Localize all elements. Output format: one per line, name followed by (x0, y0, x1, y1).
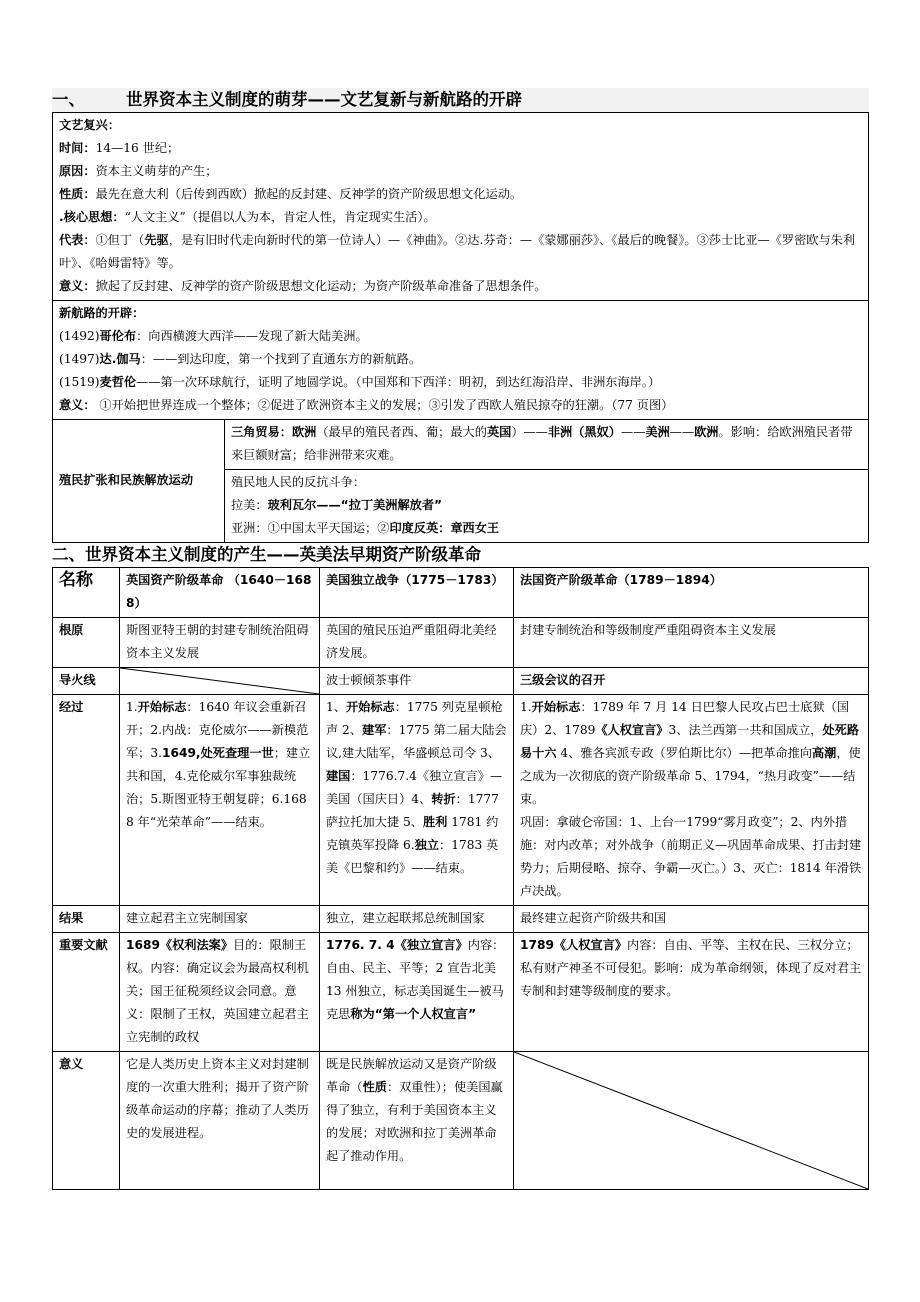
tri-europe-2: 欧洲 (694, 425, 719, 439)
newroute-magellan (59, 371, 862, 394)
us-p5: ：1775 第二届大陆会议,建大陆军，华盛顿总司令 3、 (326, 723, 507, 760)
sig-value: 掀起了反封建、反神学的资产阶级思想文化运动；为资产阶级革命准备了思想条件。 (95, 279, 547, 293)
docs-france (514, 933, 869, 1052)
fr-p7: 4、雅各宾派专政（罗伯斯比尔）—把革命推向 (556, 746, 812, 760)
root-label: 根原 (53, 618, 120, 668)
cause-label: 原因： (59, 164, 96, 178)
result-england: 建立起君主立宪制国家 (120, 906, 320, 933)
tri-impact: 。影响：给欧洲殖民者带来巨额财富；给非洲带来灾难。 (231, 425, 853, 462)
us-p7: ：1776.7.4《独立宣言》—美国（国庆日）4、 (326, 769, 503, 806)
tri-europe: 欧洲 (291, 425, 317, 439)
asia-label: 亚洲： (231, 521, 268, 535)
gama-name: 达.伽马 (99, 352, 141, 366)
rep-text-c: ，是有旧时代走向新时代的第一位诗人）—《神曲》。②达.芬奇：—《蒙娜丽莎》、《最后的晚餐》。③莎士比亚—《罗密欧与朱利叶》、《哈姆雷特》等。 (59, 233, 856, 270)
docs-fr-title: 1789《人权宣言》 (520, 938, 628, 952)
section1-number: 一、 (52, 90, 85, 109)
meaning-france-empty (514, 1052, 869, 1190)
gama-year: (1497) (59, 352, 100, 366)
gama-text: ：——到达印度，第一个找到了直通东方的新航路。 (140, 352, 422, 366)
process-usa (320, 695, 514, 906)
meaning-england: 它是人类历史上资本主义对封建制度的一次重大胜利；揭开了资产阶级革命运动的序幕；推动了人类历史的发展进程。 (120, 1052, 320, 1190)
docs-usa (320, 933, 514, 1052)
resistance-cell (225, 470, 869, 543)
fr-p1: 1. (520, 700, 532, 714)
us-p8: 转折 (431, 792, 456, 806)
time-label: 时间： (59, 141, 96, 155)
docs-en-text: 目的：限制王权。内容：确定议会为最高权利机关；国王征税须经议会同意。意义：限制了王权，英国建立起君主立宪制的政权 (126, 938, 309, 1044)
meaning-us-nature: 性质 (362, 1080, 387, 1094)
renaissance-representatives (59, 229, 862, 275)
us-p13: ：1783 英美《巴黎和约》——结束。 (326, 838, 499, 875)
columbus-text: ：向西横渡大西洋——发现了新大陆美洲。 (136, 329, 368, 343)
fr-p8: 高潮 (811, 746, 837, 760)
fuse-row (53, 668, 869, 695)
document-page (52, 88, 869, 1190)
sig-label: 意义： (59, 279, 96, 293)
root-england: 斯图亚特王朝的封建专制统治阻碍资本主义发展 (120, 618, 320, 668)
result-row (53, 906, 869, 933)
docs-en-title: 1689《权利法案》 (126, 938, 234, 952)
newroute-heading: 新航路的开辟： (59, 306, 145, 320)
docs-us-called: 称为“第一个人权宣言” (350, 1007, 477, 1021)
docs-us-title: 1776. 7. 4《独立宣言》 (326, 938, 468, 952)
magellan-name: 麦哲伦 (99, 375, 137, 389)
fr-p2: 开始标志 (531, 700, 581, 714)
meaning-row (53, 1052, 869, 1190)
latin-label: 拉美： (231, 498, 268, 512)
en-p5: ；建立共和国，4.克伦威尔军事独裁统治；5.斯图亚特王朝复辟；6.1688 年“光荣革命”——结束。 (126, 746, 311, 829)
rep-pioneer: 先驱 (144, 233, 169, 247)
process-france (514, 695, 869, 906)
resist-latin (231, 494, 862, 517)
renaissance-time (59, 137, 862, 160)
process-label: 经过 (53, 695, 120, 906)
us-p2: 开始标志 (345, 700, 395, 714)
fr-p5: 3、法兰西第一共和国成立， (668, 723, 823, 737)
time-value: 14—16 世纪； (95, 141, 180, 155)
root-usa: 英国的殖民压迫严重阻碍北美经济发展。 (320, 618, 514, 668)
us-p9: ：1777 萨拉托加大捷 5、 (326, 792, 499, 829)
en-p2: 开始标志 (137, 700, 187, 714)
section2-title: 二、世界资本主义制度的产生——英美法早期资产阶级革命 (52, 545, 481, 564)
rep-label: 代表： (59, 233, 96, 247)
en-p1: 1. (126, 700, 138, 714)
asia-text-a: ①中国太平天国运；② (267, 521, 390, 535)
columbus-year: (1492) (59, 329, 100, 343)
docs-label: 重要文献 (53, 933, 120, 1052)
newroute-sig-label: 意义： (59, 398, 96, 412)
meaning-us-a: 既是民族解放运动又是资产阶级革命（ (326, 1057, 497, 1094)
root-row (53, 618, 869, 668)
section1-heading (52, 88, 869, 112)
triangle-trade-cell (225, 420, 869, 470)
docs-england (120, 933, 320, 1052)
nature-value: 最先在意大利（后传到西欧）掀起的反封建、反神学的资产阶级思想文化运动。 (95, 187, 523, 201)
docs-fr-text: 内容：自由、平等、主权在民、三权分立；私有财产神圣不可侵犯。影响：成为革命纲领，体现了反对君主专制和封建等级制度的要求。 (520, 938, 862, 998)
fr-p6: 处死路易十六 (520, 723, 860, 760)
section1-table (52, 112, 869, 543)
section2-table (52, 567, 869, 1190)
tri-dash-1: ）—— (511, 425, 548, 439)
us-p3: ：1775 列克星顿枪声 2、 (326, 700, 503, 737)
tri-america: 美洲 (645, 425, 670, 439)
renaissance-nature (59, 183, 862, 206)
us-p10: 胜利 (422, 815, 448, 829)
colonial-row-trade (53, 420, 869, 470)
newroute-row (53, 301, 869, 420)
meaning-usa (320, 1052, 514, 1190)
cause-value: 资本主义萌芽的产生； (95, 164, 218, 178)
section1-title: 世界资本主义制度的萌芽——文艺复新与新航路的开辟 (126, 90, 522, 109)
us-p12: 独立 (414, 838, 440, 852)
renaissance-cell (53, 113, 869, 301)
meaning-us-c: ：双重性）；使美国赢得了独立，有利于美国资本主义的发展；对欧洲和拉丁美洲革命起了推动作用。 (326, 1080, 503, 1163)
tri-dash-3: —— (669, 425, 695, 439)
fuse-england-empty (120, 668, 320, 695)
renaissance-cause (59, 160, 862, 183)
us-p11: 1781 约克镇英军投降 6. (326, 815, 499, 852)
colonial-label: 殖民扩张和民族解放运动 (59, 473, 194, 487)
process-england (120, 695, 320, 906)
fr-process-main (520, 696, 862, 811)
nature-label: 性质： (59, 187, 96, 201)
en-p3: ：1640 年议会重新召开；2.内战：克伦威尔——新模范军；3. (126, 700, 309, 760)
core-value: “人文主义”（提倡以人为本，肯定人性，肯定现实生活）。 (124, 210, 436, 224)
en-p4: 1649,处死查理一世 (162, 746, 274, 760)
us-p1: 1、 (326, 700, 346, 714)
fuse-usa: 波士顿倾茶事件 (320, 668, 514, 695)
us-p4: 建军 (362, 723, 387, 737)
docs-row (53, 933, 869, 1052)
col-usa-header: 美国独立战争（1775－1783） (320, 568, 514, 618)
resist-asia (231, 517, 862, 540)
fr-p4: 《人权宣言》 (595, 723, 669, 737)
core-label: .核心思想： (59, 210, 125, 224)
fuse-label: 导火线 (53, 668, 120, 695)
newroute-significance (59, 394, 862, 417)
renaissance-heading: 文艺复兴： (59, 118, 120, 132)
fr-p3: ：1789 年 7 月 14 日巴黎人民攻占巴士底狱（国庆）2、1789 (520, 700, 850, 737)
col-england-header: 英国资产阶级革命 （1640－1688） (120, 568, 320, 618)
newroute-cell (53, 301, 869, 420)
latin-value: 玻利瓦尔——“拉丁美洲解放者” (267, 498, 443, 512)
tri-dash-2: —— (621, 425, 646, 439)
result-usa: 独立，建立起联邦总统制国家 (320, 906, 514, 933)
col-name-header: 名称 (53, 568, 120, 618)
result-france: 最终建立起资产阶级共和国 (514, 906, 869, 933)
renaissance-row (53, 113, 869, 301)
tri-britain: 英国 (486, 425, 512, 439)
tri-label: 三角贸易： (231, 425, 292, 439)
tri-africa: 非洲（黑奴） (547, 425, 621, 439)
resist-heading: 殖民地人民的反抗斗争： (231, 475, 366, 489)
newroute-gama (59, 348, 862, 371)
columbus-name: 哥伦布 (99, 329, 137, 343)
renaissance-significance (59, 275, 862, 298)
renaissance-core (59, 206, 862, 229)
result-label: 结果 (53, 906, 120, 933)
header-row (53, 568, 869, 618)
rep-text-a: ①但丁（ (95, 233, 145, 247)
process-row (53, 695, 869, 906)
col-france-header: 法国资产阶级革命（1789－1894） (514, 568, 869, 618)
asia-text-b: 印度反英：章西女王 (389, 521, 500, 535)
tri-text-b: （最早的殖民者西、葡；最大的 (316, 425, 487, 439)
us-p6: 建国 (326, 769, 351, 783)
root-france: 封建专制统治和等级制度严重阻碍资本主义发展 (514, 618, 869, 668)
magellan-year: (1519) (59, 375, 100, 389)
docs-us-text: 内容：自由、民主、平等；2 宣告北美 13 州独立，标志美国诞生—被马克思 (326, 938, 505, 1021)
meaning-label: 意义 (53, 1052, 120, 1190)
fr-p9: ，使之成为一次彻底的资产阶级革命 5、1794，“热月政变”——结束。 (520, 746, 861, 806)
newroute-sig-value: ①开始把世界连成一个整体；②促进了欧洲资本主义的发展；③引发了西欧人殖民掠夺的狂潮。（77 页图） (95, 398, 674, 412)
newroute-columbus (59, 325, 862, 348)
fuse-france: 三级会议的召开 (514, 668, 869, 695)
magellan-text: ——第一次环球航行，证明了地圆学说。（中国郑和下西洋：明初，到达红海沿岸、非洲东海岸。） (136, 375, 661, 389)
colonial-label-cell (53, 420, 225, 543)
fr-consolidation: 巩固：拿破仑帝国：1、上台一1799“雾月政变”；2、内外措施：对内改革；对外战争（前期正义—巩固革命成果、打击封建势力；后期侵略、掠夺、争霸—灭亡。）3、灭亡：1814 年滑铁卢决战。 (520, 815, 862, 898)
